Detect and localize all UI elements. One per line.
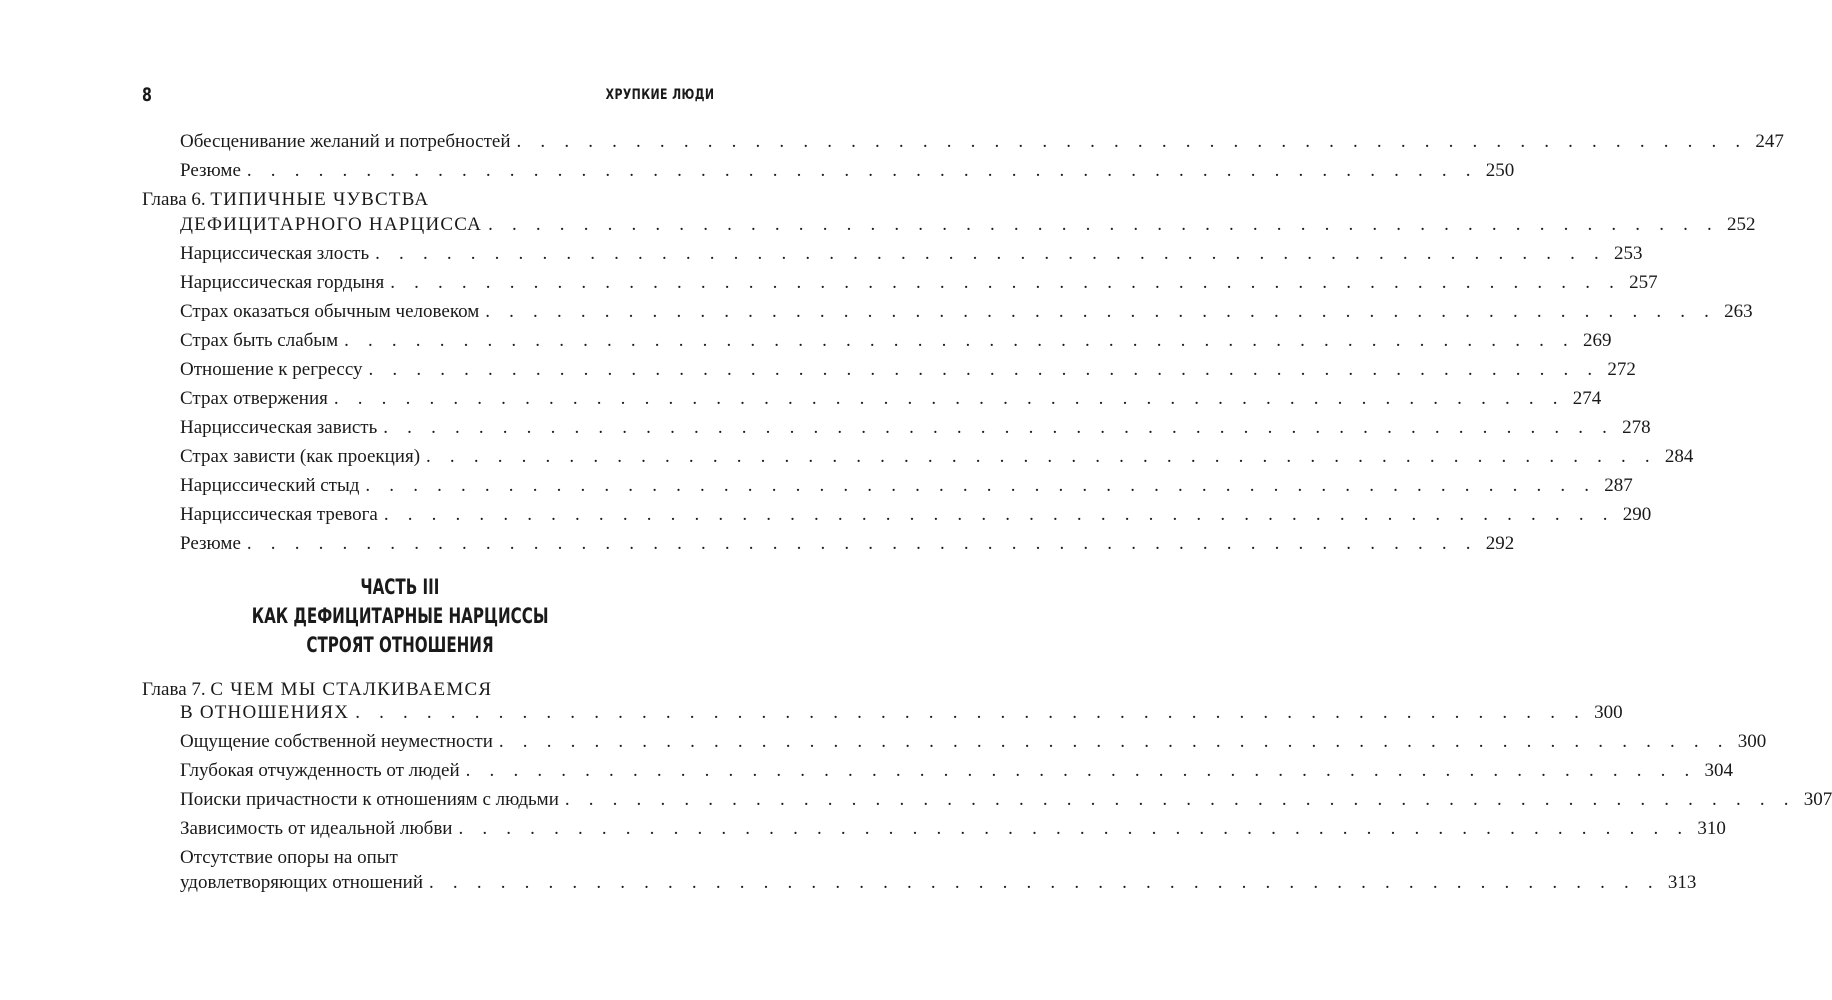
dot-leader: . . . . . . . . . . . . . . . . . . . . . . . . . . . . . . . . . . . . . . . . . . . . . . . . . . . . bbox=[375, 243, 1607, 264]
toc-entry[interactable] bbox=[180, 298, 1753, 326]
toc-entry-page: 313 bbox=[1667, 872, 1697, 893]
running-title: ХРУПКИЕ ЛЮДИ bbox=[605, 87, 714, 103]
toc-entry-page: 292 bbox=[1485, 533, 1515, 554]
toc-entry-title: Страх оказаться обычным человеком bbox=[180, 301, 480, 322]
chapter-label: Глава 7. bbox=[142, 679, 206, 700]
page-number: 8 bbox=[142, 84, 152, 106]
toc-entry-title: Страх быть слабым bbox=[180, 330, 339, 351]
dot-leader: . . . . . . . . . . . . . . . . . . . . . . . . . . . . . . . . . . . . . . . . . . . . . . . . . . . . bbox=[368, 359, 1600, 380]
toc-entry[interactable] bbox=[180, 501, 1652, 529]
dot-leader: . . . . . . . . . . . . . . . . . . . . . . . . . . . . . . . . . . . . . . . . . . . . . . . . . . . . bbox=[246, 160, 1478, 181]
chapter-7-title-row[interactable] bbox=[180, 699, 1623, 727]
dot-leader: . . . . . . . . . . . . . . . . . . . . . . . . . . . . . . . . . . . . . . . . . . . . . . . . . . . . bbox=[355, 702, 1587, 723]
dot-leader: . . . . . . . . . . . . . . . . . . . . . . . . . . . . . . . . . . . . . . . . . . . . . . . . . . . . bbox=[429, 872, 1660, 893]
toc-entry[interactable] bbox=[180, 240, 1643, 268]
toc-entry-title: Нарциссическая зависть bbox=[180, 417, 378, 438]
toc-entry-page: 253 bbox=[1614, 243, 1643, 264]
page-header bbox=[142, 84, 714, 110]
toc-entry[interactable] bbox=[180, 815, 1726, 843]
toc-entry-page: 274 bbox=[1572, 388, 1602, 409]
part-3-heading-line2 bbox=[0, 603, 800, 630]
toc-entry[interactable] bbox=[180, 414, 1651, 442]
toc-entry-page: 278 bbox=[1622, 417, 1651, 438]
toc-entry[interactable] bbox=[180, 327, 1612, 355]
toc-entry[interactable] bbox=[180, 128, 1784, 156]
toc-entry-title: Глубокая отчужденность от людей bbox=[180, 760, 460, 781]
toc-entry[interactable] bbox=[180, 157, 1515, 185]
dot-leader: . . . . . . . . . . . . . . . . . . . . . . . . . . . . . . . . . . . . . . . . . . . . . . . . . . . . bbox=[498, 731, 1730, 752]
dot-leader: . . . . . . . . . . . . . . . . . . . . . . . . . . . . . . . . . . . . . . . . . . . . . . . . . . . . bbox=[390, 272, 1622, 293]
toc-entry-title: Отсутствие опоры на опыт bbox=[180, 847, 398, 868]
toc-entry-page: 287 bbox=[1604, 475, 1633, 496]
toc-entry-title: Страх зависти (как проекция) bbox=[180, 446, 421, 467]
toc-entry[interactable] bbox=[180, 728, 1767, 756]
toc-entry-title: Страх отвержения bbox=[180, 388, 328, 409]
chapter-label: Глава 6. bbox=[142, 189, 206, 210]
dot-leader: . . . . . . . . . . . . . . . . . . . . . . . . . . . . . . . . . . . . . . . . . . . . . . . . . . . . bbox=[564, 789, 1796, 810]
toc-entry[interactable] bbox=[180, 385, 1602, 413]
dot-leader: . . . . . . . . . . . . . . . . . . . . . . . . . . . . . . . . . . . . . . . . . . . . . . . . . . . . bbox=[465, 760, 1697, 781]
toc-entry-page: 257 bbox=[1629, 272, 1658, 293]
toc-entry-title-line2: удовлетворяющих отношений bbox=[180, 872, 424, 893]
chapter-6-title-row[interactable] bbox=[180, 211, 1756, 239]
toc-entry[interactable] bbox=[180, 472, 1633, 500]
toc-entry[interactable] bbox=[180, 757, 1734, 785]
dot-leader: . . . . . . . . . . . . . . . . . . . . . . . . . . . . . . . . . . . . . . . . . . . . . . . . . . . . bbox=[485, 301, 1717, 322]
toc-entry-title: Нарциссический стыд bbox=[180, 475, 360, 496]
toc-entry-page: 247 bbox=[1755, 131, 1784, 152]
toc-entry-page: 284 bbox=[1664, 446, 1694, 467]
chapter-title-line1: ТИПИЧНЫЕ ЧУВСТВА bbox=[210, 189, 430, 210]
chapter-page: 252 bbox=[1726, 214, 1756, 235]
toc-entry-page: 304 bbox=[1704, 760, 1734, 781]
toc-entry-page: 250 bbox=[1485, 160, 1515, 181]
toc-entry[interactable] bbox=[180, 786, 1832, 814]
dot-leader: . . . . . . . . . . . . . . . . . . . . . . . . . . . . . . . . . . . . . . . . . . . . . . . . . . . . bbox=[488, 214, 1719, 235]
toc-entry-title: Нарциссическая злость bbox=[180, 243, 370, 264]
dot-leader: . . . . . . . . . . . . . . . . . . . . . . . . . . . . . . . . . . . . . . . . . . . . . . . . . . . . bbox=[333, 388, 1565, 409]
toc-entry-title: Ощущение собственной неуместности bbox=[180, 731, 493, 752]
dot-leader: . . . . . . . . . . . . . . . . . . . . . . . . . . . . . . . . . . . . . . . . . . . . . . . . . . . . bbox=[426, 446, 1657, 467]
chapter-title-line2: ДЕФИЦИТАРНОГО НАРЦИССА bbox=[180, 214, 483, 235]
toc-entry-line1[interactable] bbox=[180, 844, 714, 872]
dot-leader: . . . . . . . . . . . . . . . . . . . . . . . . . . . . . . . . . . . . . . . . . . . . . . . . . . . . bbox=[383, 504, 1615, 525]
toc-entry-page: 272 bbox=[1607, 359, 1636, 380]
dot-leader: . . . . . . . . . . . . . . . . . . . . . . . . . . . . . . . . . . . . . . . . . . . . . . . . . . . . bbox=[383, 417, 1615, 438]
toc-entry-page: 310 bbox=[1697, 818, 1726, 839]
chapter-title-line2: В ОТНОШЕНИЯХ bbox=[180, 702, 350, 723]
toc-entry-page: 307 bbox=[1803, 789, 1832, 810]
toc-entry-title: Резюме bbox=[180, 160, 241, 181]
toc-entry-page: 269 bbox=[1582, 330, 1612, 351]
toc-entry-page: 290 bbox=[1622, 504, 1652, 525]
toc-entry-title: Нарциссическая гордыня bbox=[180, 272, 385, 293]
toc-entry[interactable] bbox=[180, 530, 1515, 558]
toc-entry[interactable] bbox=[180, 269, 1658, 297]
part-title-line1: КАК ДЕФИЦИТАРНЫЕ НАРЦИССЫ bbox=[251, 604, 549, 628]
part-3-heading-line1 bbox=[0, 574, 800, 601]
toc-entry-page: 263 bbox=[1724, 301, 1753, 322]
dot-leader: . . . . . . . . . . . . . . . . . . . . . . . . . . . . . . . . . . . . . . . . . . . . . . . . . . . . bbox=[516, 131, 1748, 152]
chapter-page: 300 bbox=[1594, 702, 1623, 723]
toc-entry[interactable] bbox=[180, 356, 1636, 384]
dot-leader: . . . . . . . . . . . . . . . . . . . . . . . . . . . . . . . . . . . . . . . . . . . . . . . . . . . . bbox=[344, 330, 1575, 351]
part-number: ЧАСТЬ III bbox=[360, 575, 440, 599]
toc-entry[interactable] bbox=[180, 443, 1694, 471]
dot-leader: . . . . . . . . . . . . . . . . . . . . . . . . . . . . . . . . . . . . . . . . . . . . . . . . . . . . bbox=[365, 475, 1597, 496]
chapter-title-line1: С ЧЕМ МЫ СТАЛКИВАЕМСЯ bbox=[210, 679, 493, 700]
dot-leader: . . . . . . . . . . . . . . . . . . . . . . . . . . . . . . . . . . . . . . . . . . . . . . . . . . . . bbox=[458, 818, 1690, 839]
toc-entry-title: Резюме bbox=[180, 533, 241, 554]
toc-entry-title: Отношение к регрессу bbox=[180, 359, 363, 380]
toc-entry-page: 300 bbox=[1737, 731, 1767, 752]
toc-entry-title: Обесценивание желаний и потребностей bbox=[180, 131, 511, 152]
dot-leader: . . . . . . . . . . . . . . . . . . . . . . . . . . . . . . . . . . . . . . . . . . . . . . . . . . . . bbox=[246, 533, 1478, 554]
toc-entry-title: Зависимость от идеальной любви bbox=[180, 818, 453, 839]
toc-entry-title: Поиски причастности к отношениям с людьми bbox=[180, 789, 559, 810]
chapter-6-heading[interactable] bbox=[142, 186, 429, 214]
part-3-heading-line3 bbox=[0, 632, 800, 659]
part-title-line2: СТРОЯТ ОТНОШЕНИЯ bbox=[306, 633, 494, 657]
toc-entry[interactable] bbox=[180, 869, 1697, 897]
toc-entry-title: Нарциссическая тревога bbox=[180, 504, 378, 525]
